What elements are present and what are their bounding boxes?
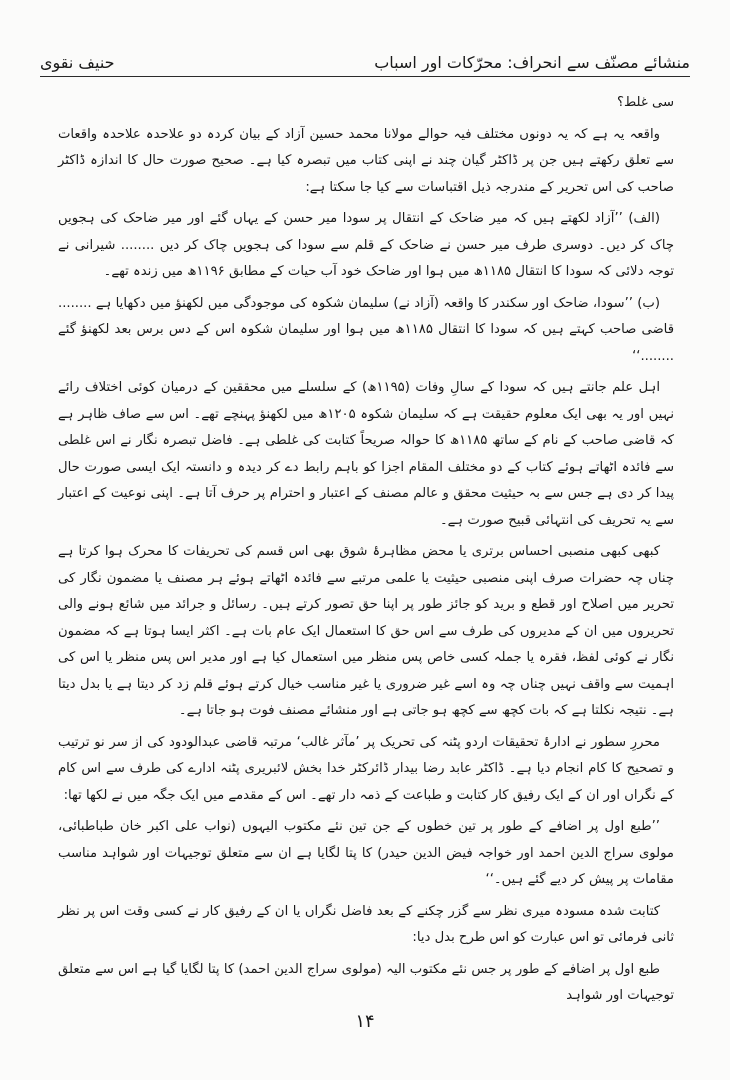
paragraph: واقعہ یہ ہے کہ یہ دونوں مختلف فیہ حوالے مولانا محمد حسین آزاد کے بیان کردہ دو علاحدہ علاحدہ واقعات سے تعلق رکھتے ہیں جن پر ڈاکٹر گیان چند نے اپنی کتاب میں تبصرہ کیا ہے۔ صحیح صورت حال کا اندازہ ڈاکٹر صاحب کی اس تحریر کے مندرجہ ذیل اقتباسات سے کیا جا سکتا ہے: [58, 126, 674, 195]
body-text [58, 90, 675, 1003]
quote-paragraph: ’’طبع اول پر اضافے کے طور پر تین خطوں کے جن تین نئے مکتوب الیہوں (نواب علی اکبر خان طباطبائی، مولوی سراج الدین احمد اور خواجہ فیض الدین حیدر) کا پتا لگایا ہے ان سے متعلق توجیہات اور شواہد مناسب مقامات پر پیش کر دیے گئے ہیں۔‘‘ [58, 819, 674, 887]
paragraph: محررِ سطور نے ادارۂ تحقیقات اردو پٹنہ کی تحریک پر ’مآثر غالب‘ مرتبہ قاضی عبدالودود کی از سر نو ترتیب و تصحیح کا کام انجام دیا ہے۔ ڈاکٹر عابد رضا بیدار ڈائرکٹر خدا بخش لائبریری پٹنہ ادارے کی طرف سے اس کام کے نگراں اور ان کے ایک رفیق کار کتابت و طباعت کے ذمہ دار تھے۔ اس کے مقدمے میں ایک جگہ میں نے لکھا تھا: [58, 734, 674, 803]
header-title: منشائے مصنّف سے انحراف: محرّکات اور اسباب [374, 53, 690, 72]
page-number: ۱۴ [355, 1011, 375, 1032]
paragraph-continuation: سی غلط؟ [616, 95, 674, 110]
quote-paragraph: (ب) ’’سودا، ضاحک اور سکندر کا واقعہ (آزاد نے) سلیمان شکوہ کی موجودگی میں لکھنؤ میں دکھایا ہے ........ قاضی صاحب کہتے ہیں کہ سودا کا انتقال ۱۱۸۵ھ میں ہوا اور سلیمان شکوہ اس کے دس برس بعد لکھنؤ گئے ........‘‘ [58, 295, 675, 364]
running-header [40, 40, 690, 72]
paragraph: کبھی کبھی منصبی احساس برتری یا محض مظاہرۂ شوق بھی اس قسم کی تحریفات کا محرک ہوا کرتا ہے چناں چہ حضرات صرف اپنی منصبی حیثیت یا علمی مرتبے سے فائدہ اٹھاتے ہوئے ہر مصنف یا مضمون نگار کی تحریر میں اصلاح اور قطع و برید کو جائز طور پر اپنا حق تصور کرتے ہیں۔ رسائل و جرائد میں شائع ہونے والی تحریروں میں ان کے مدیروں کی طرف سے اس حق کا استعمال ایک عام بات ہے۔ اکثر ایسا ہوتا ہے کہ مضمون نگار نے کوئی لفظ، فقرہ یا جملہ کسی خاص پس منظر میں استعمال کیا ہے اور مدیر اس پس منظر یا اس کی اہمیت سے واقف نہیں چناں چہ وہ اسے غیر ضروری یا غیر مناسب خیال کرتے ہوئے قلم زد کر دیتا ہے یا بدل دیتا ہے۔ نتیجہ نکلتا ہے کہ بات کچھ سے کچھ ہو جاتی ہے اور منشائے مصنف فوت ہو جاتا ہے۔ [58, 544, 674, 718]
paragraph: کتابت شدہ مسودہ میری نظر سے گزر چکنے کے بعد فاضل نگراں یا ان کے رفیق کار نے کسی وقت اس پر نظر ثانی فرمائی تو اس عبارت کو اس طرح بدل دیا: [58, 903, 674, 945]
header-author: حنیف نقوی [40, 53, 115, 72]
header-rule [40, 76, 690, 77]
quote-paragraph: طبع اول پر اضافے کے طور پر جس نئے مکتوب الیہ (مولوی سراج الدین احمد) کا پتا لگایا گیا ہے اس سے متعلق توجیہات اور شواہد [58, 961, 674, 1003]
paragraph: اہل علم جانتے ہیں کہ سودا کے سالِ وفات (۱۱۹۵ھ) کے سلسلے میں محققین کے درمیان کوئی اختلاف رائے نہیں اور یہ بھی ایک معلوم حقیقت ہے کہ سلیمان شکوہ ۱۲۰۵ھ میں لکھنؤ پہنچے تھے۔ اس سے صاف ظاہر ہے کہ قاضی صاحب کے نام کے ساتھ ۱۱۸۵ھ کا حوالہ صریحاً کتابت کی غلطی ہے۔ فاضل تبصرہ نگار نے اس غلطی سے فائدہ اٹھاتے ہوئے کتاب کے دو مختلف المقام اجزا کو باہم رابط دے کر دیدہ و دانستہ ایک ایسی صورت حال پیدا کر دی ہے جس سے بہ حیثیت محقق و عالم مصنف کے اعتبار و احترام پر حرف آتا ہے۔ اپنی نوعیت کے اعتبار سے یہ تحریف کی انتہائی قبیح صورت ہے۔ [58, 380, 675, 528]
quote-paragraph: (الف) ’’آزاد لکھتے ہیں کہ میر ضاحک کے انتقال پر سودا میر حسن کے یہاں گئے اور میر ضاحک کی ہجویں چاک کر دیں۔ دوسری طرف میر حسن نے ضاحک کے قلم سے سودا کی ہجویں چاک کر دیں ........ شیرانی نے توجہ دلائی کہ سودا کا انتقال ۱۱۸۵ھ میں ہوا اور ضاحک خود آب حیات کے مطابق ۱۱۹۶ھ میں زندہ تھے۔ [58, 211, 674, 279]
